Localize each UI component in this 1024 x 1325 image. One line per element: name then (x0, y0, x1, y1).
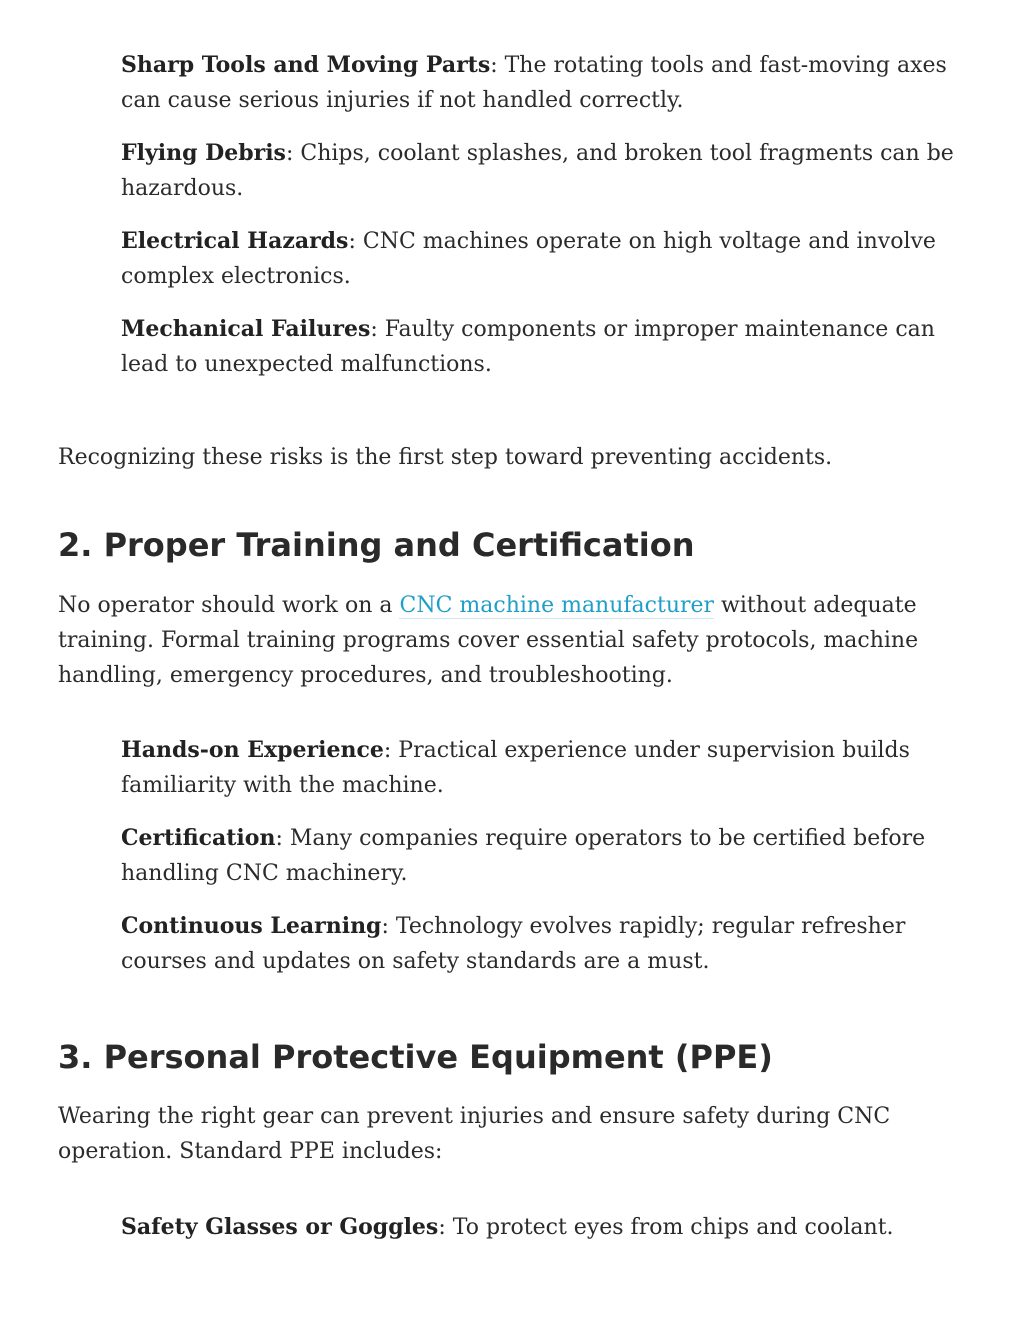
list-item-text: : To protect eyes from chips and coolant. (438, 1215, 894, 1240)
list-item-sharp-tools (121, 48, 971, 118)
list-item-text: : The rotating tools and fast-moving axes can cause serious injuries if not handled correctly. (121, 53, 947, 113)
intro-text-after: without adequate training. Formal training programs cover essential safety protocols, machine handling, emergency procedures, and troubleshooting. (58, 593, 919, 688)
list-item-term: Certification (121, 825, 276, 851)
list-item-certification (121, 821, 971, 891)
list-item-flying-debris (121, 136, 971, 206)
list-item-term: Safety Glasses or Goggles (121, 1214, 439, 1240)
list-item-text: : Practical experience under supervision builds familiarity with the machine. (121, 738, 910, 798)
list-item-text: : Many companies require operators to be certified before handling CNC machinery. (121, 826, 926, 886)
list-item-term: Sharp Tools and Moving Parts (121, 52, 491, 78)
list-item-text: : Chips, coolant splashes, and broken tool fragments can be hazardous. (121, 141, 954, 201)
recognizing-paragraph: Recognizing these risks is the first step toward preventing accidents. (58, 445, 833, 470)
section-3-heading: 3. Personal Protective Equipment (PPE) (58, 1038, 773, 1076)
list-item-text: : CNC machines operate on high voltage and involve complex electronics. (121, 229, 936, 289)
list-item-text: : Faulty components or improper maintenance can lead to unexpected malfunctions. (121, 317, 935, 377)
list-item-term: Electrical Hazards (121, 228, 349, 254)
list-item-term: Mechanical Failures (121, 316, 371, 342)
list-item-hands-on-experience (121, 733, 971, 803)
cnc-machine-manufacturer-link[interactable]: CNC machine manufacturer (399, 593, 715, 618)
section-2-intro (58, 588, 968, 693)
list-item-term: Hands-on Experience (121, 737, 384, 763)
intro-text-before: No operator should work on a (58, 593, 400, 618)
list-item-continuous-learning (121, 909, 971, 979)
list-item-text: : Technology evolves rapidly; regular refresher courses and updates on safety standards are a must. (121, 914, 906, 974)
list-item-safety-glasses (121, 1210, 971, 1245)
list-item-mechanical-failures (121, 312, 971, 382)
list-item-term: Flying Debris (121, 140, 286, 166)
list-item-term: Continuous Learning (121, 913, 382, 939)
section-2-heading: 2. Proper Training and Certification (58, 526, 695, 564)
list-item-electrical-hazards (121, 224, 971, 294)
section-3-intro: Wearing the right gear can prevent injuries and ensure safety during CNC operation. Standard PPE includes: (58, 1104, 891, 1164)
